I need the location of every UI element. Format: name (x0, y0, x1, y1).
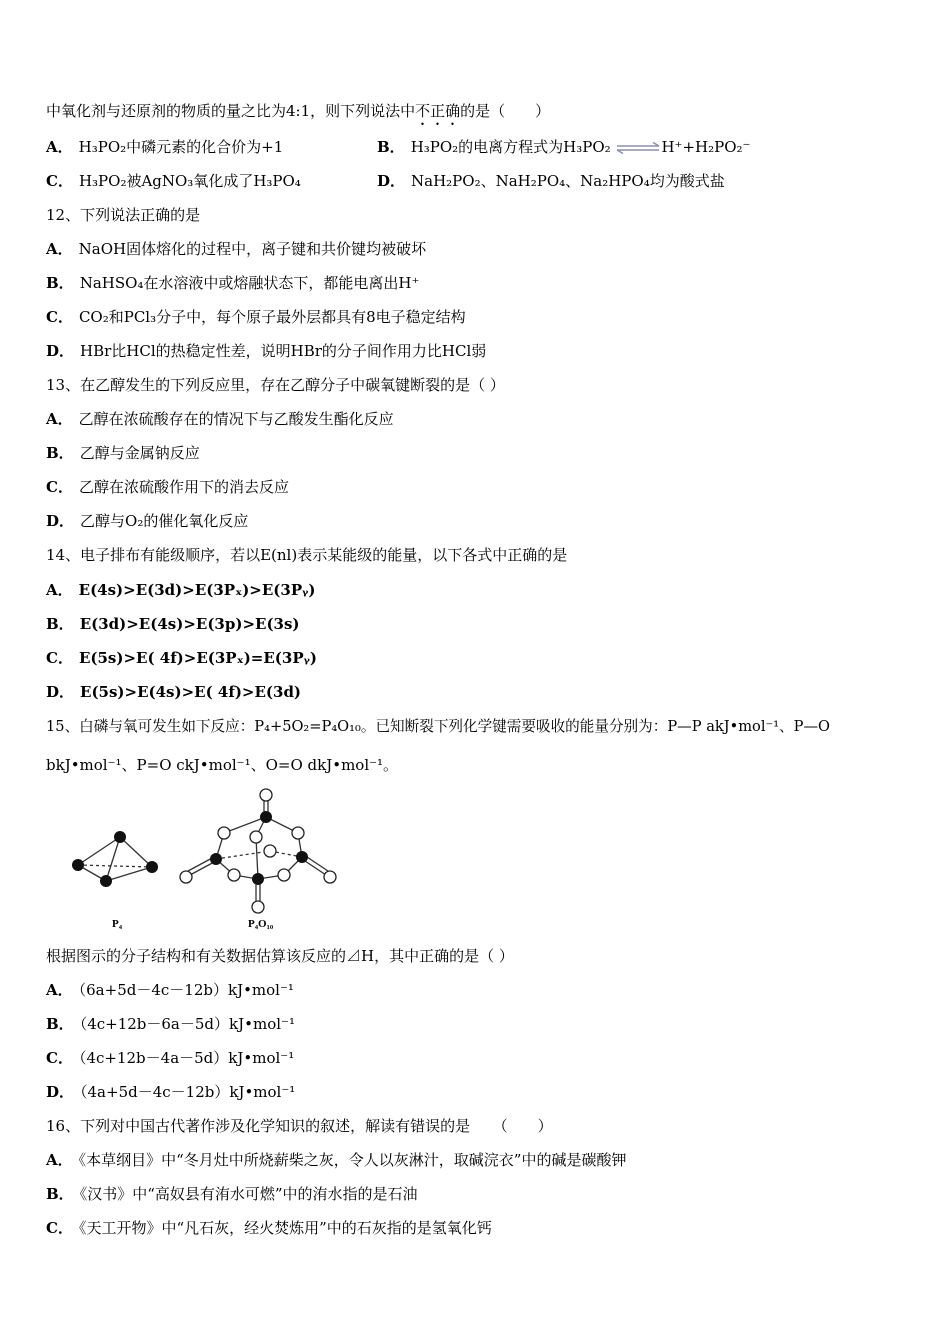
option-text: （4a+5d－4c－12b）kJ•mol⁻¹ (80, 1083, 296, 1101)
q14-option-a[interactable] (46, 580, 315, 600)
option-label: C． (46, 478, 73, 496)
option-text: E(4s)>E(3d)>E(3Pₓ)>E(3Pᵧ) (78, 581, 316, 599)
option-label: B． (46, 1185, 74, 1203)
q12-option-a[interactable] (46, 239, 426, 259)
option-text: （4c+12b－4a－5d）kJ•mol⁻¹ (78, 1049, 295, 1067)
option-label: A． (46, 410, 73, 428)
option-label: A． (46, 1151, 73, 1169)
q16-option-c[interactable] (46, 1218, 492, 1238)
q15-question: 根据图示的分子结构和有关数据估算该反应的⊿H，其中正确的是（ ） (46, 947, 514, 965)
reversible-arrow-icon (615, 142, 661, 154)
q11-option-a[interactable] (46, 137, 283, 157)
p4o10-label: P₄O₁₀ (248, 918, 274, 930)
option-text: 乙醇在浓硫酸存在的情况下与乙酸发生酯化反应 (78, 410, 394, 428)
option-text: NaH₂PO₂、NaH₂PO₄、Na₂HPO₄均为酸式盐 (411, 172, 725, 190)
q12-option-c[interactable] (46, 307, 466, 327)
q11-option-b[interactable] (377, 137, 750, 157)
q13-option-b[interactable] (46, 443, 200, 463)
option-label: C． (46, 1049, 73, 1067)
option-text: CO₂和PCl₃分子中，每个原子最外层都具有8电子稳定结构 (78, 308, 466, 326)
q14-option-b[interactable] (46, 614, 300, 634)
q11-option-d[interactable] (377, 171, 725, 191)
q13-option-d[interactable] (46, 511, 248, 531)
option-text: E(3d)>E(4s)>E(3p)>E(3s) (79, 615, 300, 633)
option-label: B． (46, 444, 74, 462)
q12-option-b[interactable] (46, 273, 419, 293)
option-label: D． (46, 512, 75, 530)
option-label: A． (46, 138, 73, 156)
molecule-structure-figure (62, 785, 362, 935)
q14-stem: 14、电子排布有能级顺序，若以E(nl)表示某能级的能量，以下各式中正确的是 (46, 546, 568, 564)
q11-stem-tail: 的是（ ） (460, 102, 551, 120)
option-text: 乙醇与O₂的催化氧化反应 (80, 512, 249, 530)
q13-option-c[interactable] (46, 477, 289, 497)
option-text: 乙醇在浓硫酸作用下的消去反应 (78, 478, 289, 496)
option-text: 乙醇与金属钠反应 (79, 444, 200, 462)
option-text: NaOH固体熔化的过程中，离子键和共价键均被破坏 (78, 240, 427, 258)
option-text: E(5s)>E( 4f)>E(3Pₓ)=E(3Pᵧ) (78, 649, 317, 667)
option-text: H₃PO₂被AgNO₃氧化成了H₃PO₄ (78, 172, 301, 190)
option-label: A． (46, 581, 73, 599)
q15-option-d[interactable] (46, 1082, 295, 1102)
q13-stem: 13、在乙醇发生的下列反应里，存在乙醇分子中碳氧键断裂的是（ ） (46, 376, 505, 394)
p4-label: P₄ (112, 918, 123, 930)
option-text-post: H⁺+H₂PO₂⁻ (661, 138, 751, 156)
option-text: 《本草纲目》中“冬月灶中所烧薪柴之灰，令人以灰淋汁，取碱浣衣”中的碱是碳酸钾 (78, 1151, 627, 1169)
option-label: D． (377, 172, 406, 190)
q16-option-a[interactable] (46, 1150, 626, 1170)
q11-stem-text: 中氧化剂与还原剂的物质的量之比为4:1，则下列说法中 (46, 102, 416, 120)
option-text: 《天工开物》中“凡石灰，经火焚炼用”中的石灰指的是氢氧化钙 (78, 1219, 492, 1237)
option-text: （6a+5d－4c－12b）kJ•mol⁻¹ (78, 981, 294, 999)
q14-option-d[interactable] (46, 682, 301, 702)
q12-stem: 12、下列说法正确的是 (46, 206, 201, 224)
p4-molecule (78, 837, 152, 881)
option-label: A． (46, 981, 73, 999)
option-text: HBr比HCl的热稳定性差，说明HBr的分子间作用力比HCl弱 (80, 342, 487, 360)
q14-option-c[interactable] (46, 648, 317, 668)
option-text: NaHSO₄在水溶液中或熔融状态下，都能电离出H⁺ (79, 274, 420, 292)
q12-option-d[interactable] (46, 341, 486, 361)
q11-stem (46, 101, 550, 129)
molecule-diagram (62, 785, 362, 935)
option-label: A． (46, 240, 73, 258)
option-text: E(5s)>E(4s)>E( 4f)>E(3d) (80, 683, 302, 701)
option-text: H₃PO₂中磷元素的化合价为+1 (78, 138, 284, 156)
q16-stem: 16、下列对中国古代著作涉及化学知识的叙述，解读有错误的是 （ ） (46, 1117, 553, 1135)
option-label: B． (46, 274, 74, 292)
option-label: C． (46, 172, 73, 190)
option-label: C． (46, 308, 73, 326)
q15-stem-line1: 15、白磷与氧可发生如下反应：P₄+5O₂=P₄O₁₀。已知断裂下列化学键需要吸收的能量分别为：P—P akJ•mol⁻¹、P—O (46, 718, 831, 735)
option-label: D． (46, 683, 75, 701)
phosphorus-atoms (210, 811, 308, 885)
q15-stem-line2: bkJ•mol⁻¹、P=O ckJ•mol⁻¹、O=O dkJ•mol⁻¹。 (46, 756, 399, 774)
q13-option-a[interactable] (46, 409, 394, 429)
q15-option-a[interactable] (46, 980, 294, 1000)
option-label: D． (46, 342, 75, 360)
p4o10-molecule (188, 797, 328, 903)
option-label: C． (46, 1219, 73, 1237)
option-label: B． (46, 615, 74, 633)
option-label: C． (46, 649, 73, 667)
option-text: （4c+12b－6a－5d）kJ•mol⁻¹ (79, 1015, 295, 1033)
option-text-pre: H₃PO₂的电离方程式为H₃PO₂ (410, 138, 611, 156)
option-label: B． (377, 138, 405, 156)
oxygen-atoms (180, 789, 336, 913)
option-text: 《汉书》中“高奴县有洧水可燃”中的洧水指的是石油 (79, 1185, 418, 1203)
q15-option-c[interactable] (46, 1048, 294, 1068)
option-label: D． (46, 1083, 75, 1101)
q11-stem-emphasis: 不正确 (415, 102, 461, 120)
q16-option-b[interactable] (46, 1184, 418, 1204)
q11-option-c[interactable] (46, 171, 301, 191)
q15-option-b[interactable] (46, 1014, 295, 1034)
option-label: B． (46, 1015, 74, 1033)
